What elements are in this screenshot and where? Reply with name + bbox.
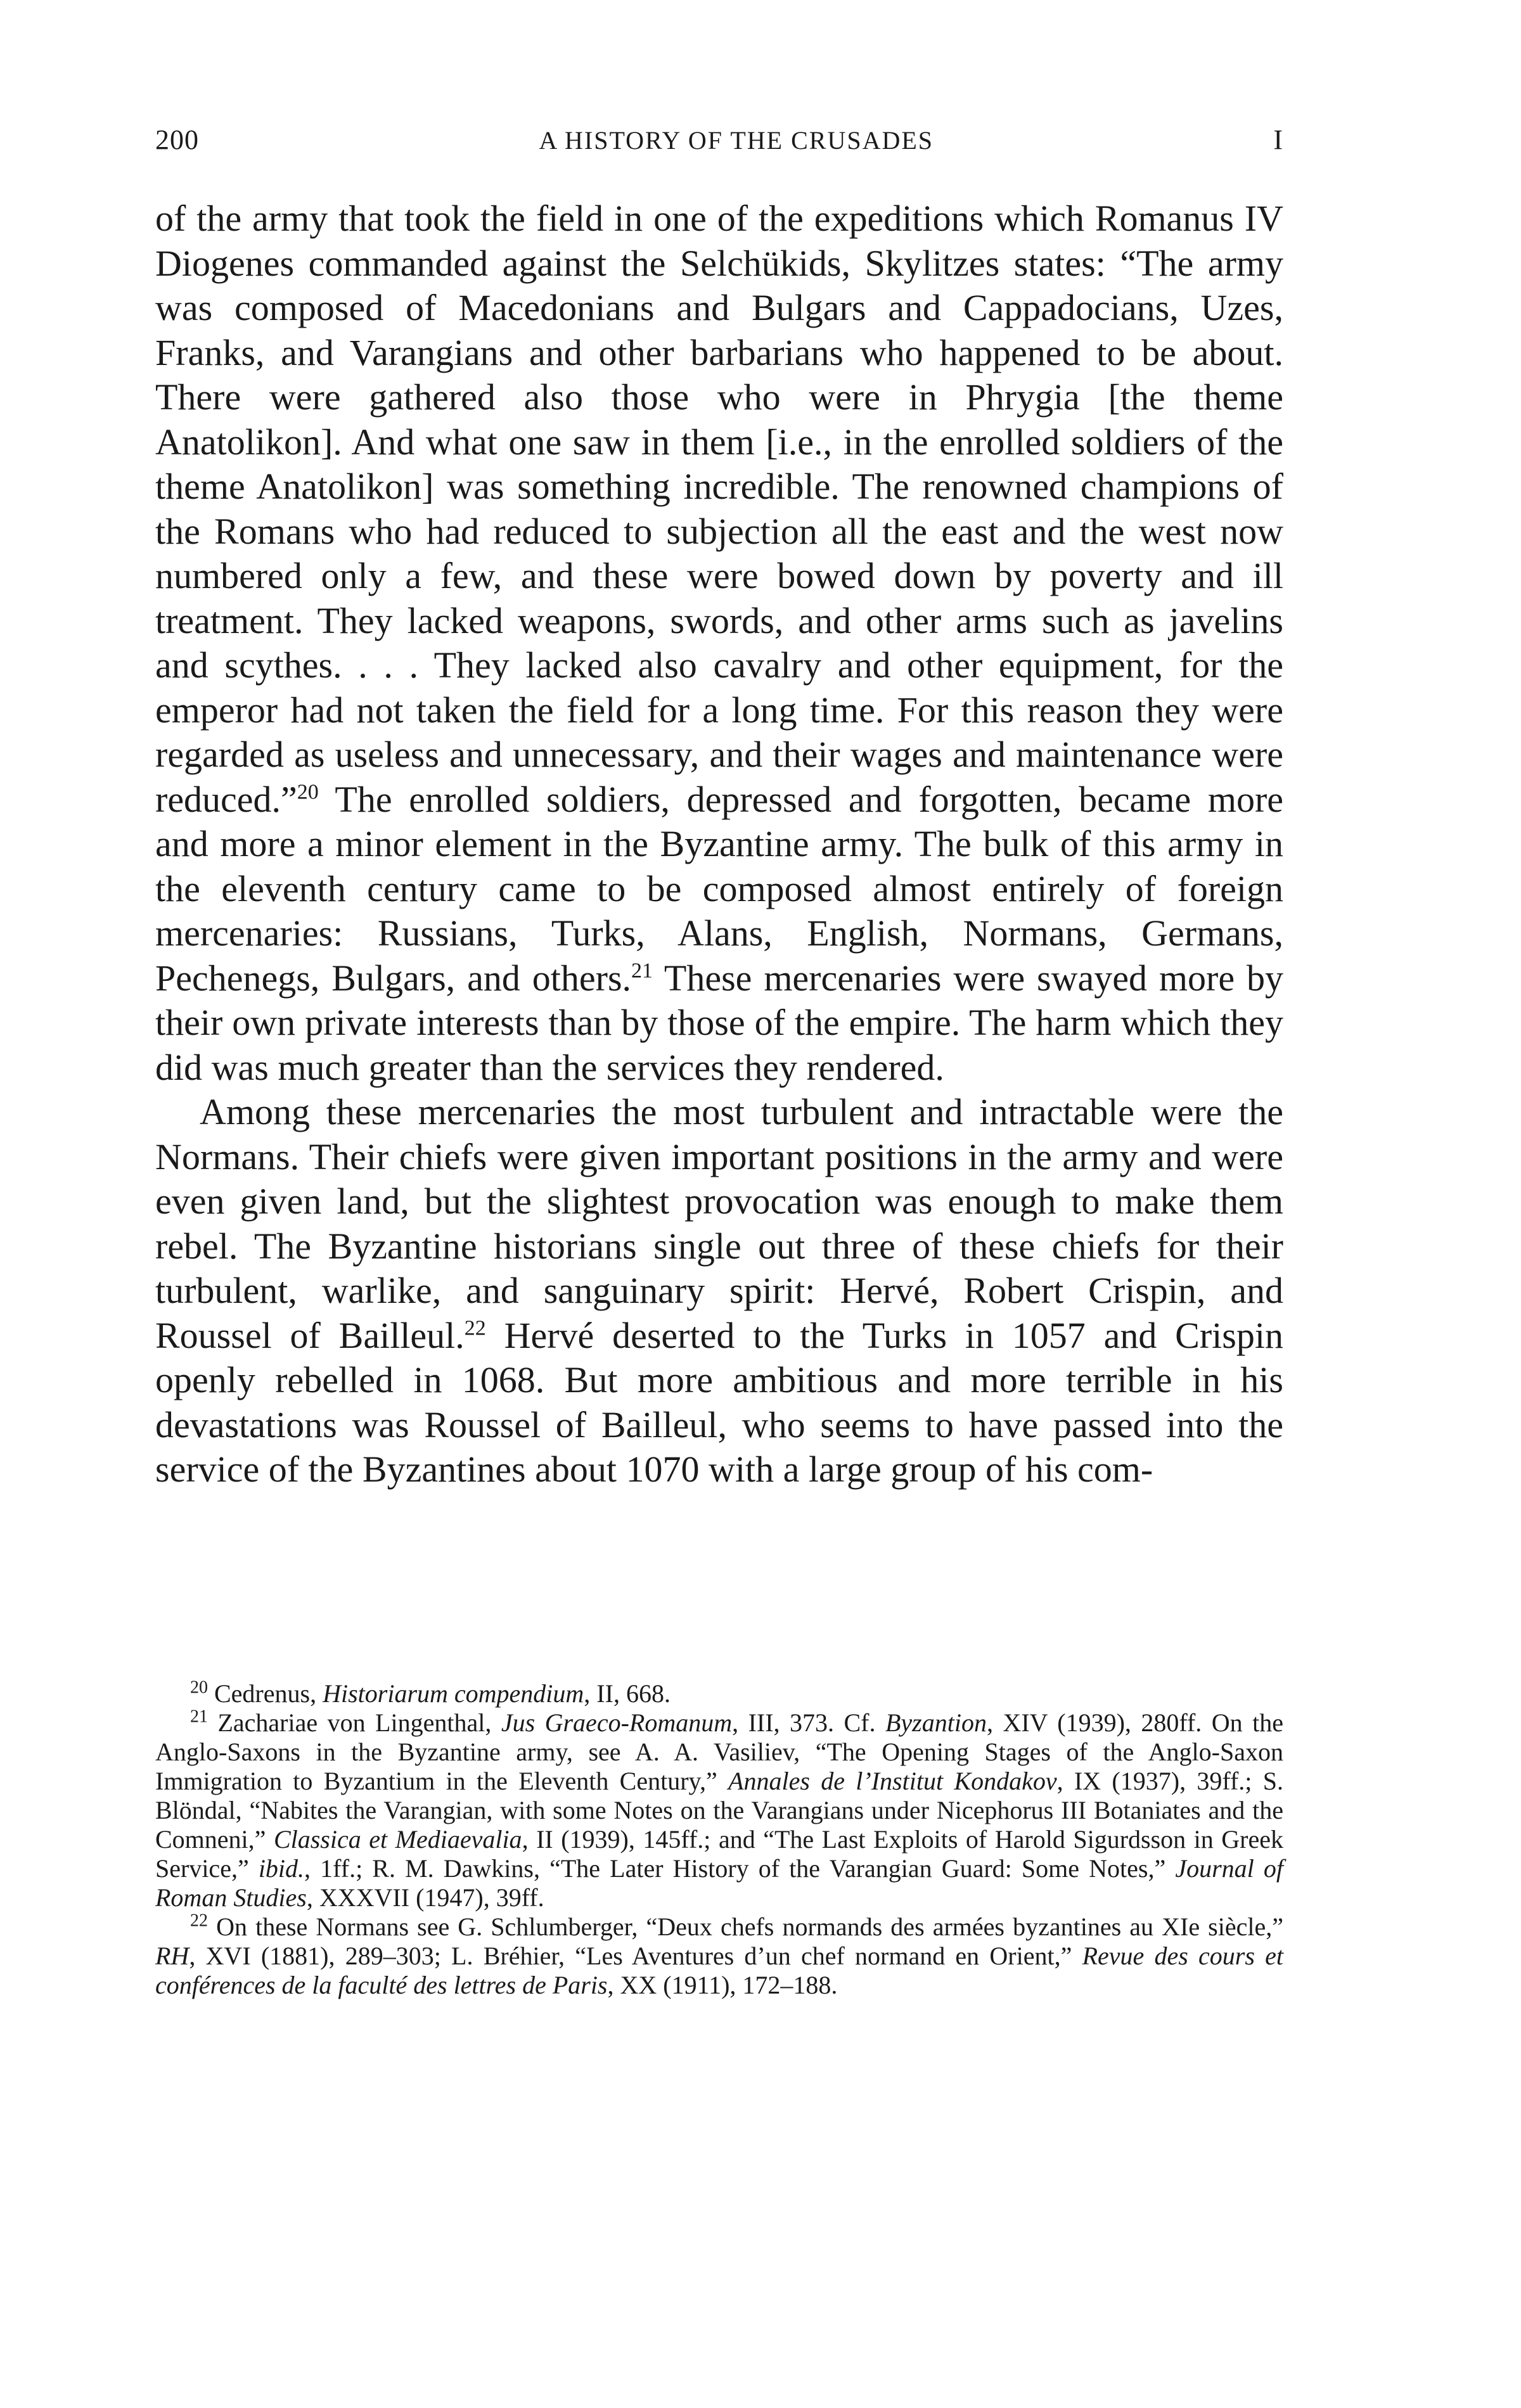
footnotes	[155, 1679, 1283, 2000]
paragraph: of the army that took the field in one of the expeditions which Romanus IV Diogenes commanded against the Selchükids, Skylitzes states: “The army was composed of Macedonians and Bulgars and Cappadocians, Uzes, Franks, and Varangians and other barbarians who happened to be about. There were gathered also those who were in Phrygia [the theme Anatolikon]. And what one saw in them [i.e., in the enrolled soldiers of the theme Anatolikon] was something incredible. The renowned champions of the Romans who had reduced to subjection all the east and the west now numbered only a few, and these were bowed down by poverty and ill treatment. They lacked weapons, swords, and other arms such as javelins and scythes. . . . They lacked also cavalry and other equipment, for the emperor had not taken the field for a long time. For this reason they were regarded as useless and unnecessary, and their wages and maintenance were reduced.”$^{20}$ The enrolled soldiers, depressed and forgotten, became more and more a minor element in the Byzantine army. The bulk of this army in the eleventh century came to be composed almost entirely of foreign mercenaries: Russians, Turks, Alans, English, Normans, Germans, Pechenegs, Bulgars, and others.$^{21}$ These mercenaries were swayed more by their own private interests than by those of the empire. The harm which they did was much greater than the services they rendered.	[155, 198, 1283, 1088]
page-number: 200	[155, 124, 199, 155]
footnote-22: $^{22}$ On these Normans see G. Schlumberger, “Deux chefs normands des armées byzantines au XIe siècle,” RH, XVI (1881), 289–303; L. Bréhier, “Les Aventures d’un chef normand en Orient,” Revue des cours et conférences de la faculté des lettres de Paris, XX (1911), 172–188.	[155, 1911, 1283, 1999]
body-text	[155, 196, 1283, 1492]
running-head	[155, 124, 1283, 162]
volume-number: I	[1273, 124, 1283, 155]
footnote-ref-21[interactable]: 21	[631, 959, 653, 983]
footnote-20: $^{20}$ Cedrenus, Historiarum compendium, II, 668.	[190, 1677, 671, 1708]
footnote-ref-20[interactable]: 20	[297, 780, 319, 804]
running-title: A HISTORY OF THE CRUSADES	[539, 126, 934, 155]
footnote-21: $^{21}$ Zachariae von Lingenthal, Jus Graeco-Romanum, III, 373. Cf. Byzantion, XIV (1939), 280ff. On the Anglo-Saxons in the Byzantine army, see A. A. Vasiliev, “The Opening Stages of the Anglo-Saxon Immigration to Byzantium in the Eleventh Century,” Annales de l’Institut Kondakov, IX (1937), 39ff.; S. Blöndal, “Nabites the Varangian, with some Notes on the Varangians under Nicephorus III Botaniates and the Comneni,” Classica et Mediaevalia, II (1939), 145ff.; and “The Last Exploits of Harold Sigurdsson in Greek Service,” ibid., 1ff.; R. M. Dawkins, “The Later History of the Varangian Guard: Some Notes,” Journal of Roman Studies, XXXVII (1947), 39ff.	[155, 1707, 1284, 1912]
footnote-ref-22[interactable]: 22	[464, 1316, 486, 1340]
paragraph: Among these mercenaries the most turbulent and intractable were the Normans. Their chiefs were given important positions in the army and were even given land, but the slightest provocation was enough to make them rebel. The Byzantine historians single out three of these chiefs for their turbulent, warlike, and sanguinary spirit: Hervé, Robert Crispin, and Roussel of Bailleul.$^{22}$ Hervé deserted to the Turks in 1057 and Crispin openly rebelled in 1068. But more ambitious and more terrible in his devastations was Roussel of Bailleul, who seems to have passed into the service of the Byzantines about 1070 with a large group of his com-	[155, 1091, 1283, 1490]
